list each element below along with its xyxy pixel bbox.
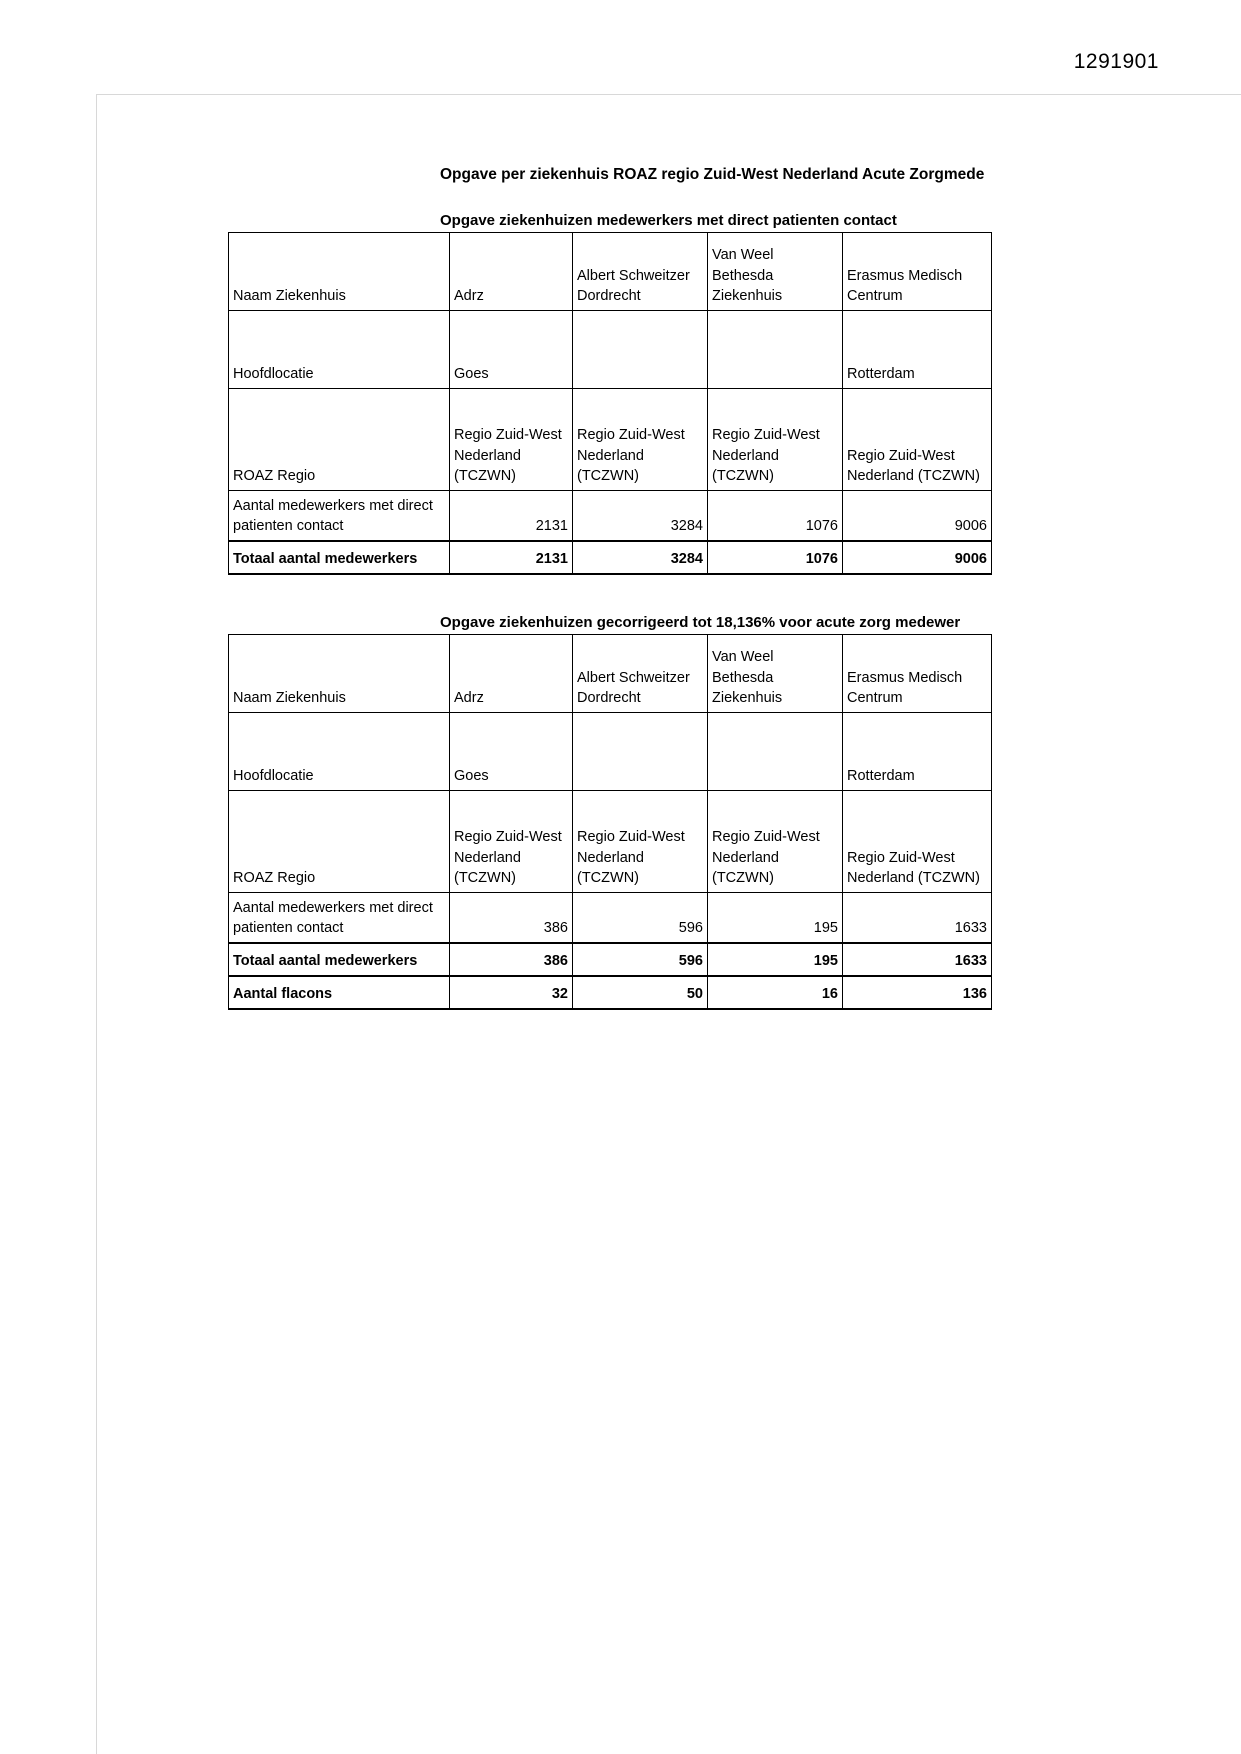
table-row [229,943,992,976]
cell-naam-van-weel-bethesda: Van Weel Bethesda Ziekenhuis [708,233,843,311]
cell-aantal-direct-van-weel-bethesda-2: 195 [708,893,843,944]
row-label-totaal-aantal-medewerkers-2: Totaal aantal medewerkers [229,943,450,976]
cell-totaal-van-weel-bethesda-2: 195 [708,943,843,976]
table-row [229,635,992,713]
cell-naam-van-weel-bethesda-2: Van Weel Bethesda Ziekenhuis [708,635,843,713]
cell-roaz-erasmus-mc-2: Regio Zuid-West Nederland (TCZWN) [843,791,992,893]
cell-roaz-erasmus-mc: Regio Zuid-West Nederland (TCZWN) [843,389,992,491]
cell-aantal-direct-adrz-2: 386 [450,893,573,944]
cell-totaal-erasmus-mc-2: 1633 [843,943,992,976]
cell-naam-adrz-2: Adrz [450,635,573,713]
document-id: 1291901 [1073,50,1159,73]
cell-roaz-albert-schweitzer-2: Regio Zuid-West Nederland (TCZWN) [573,791,708,893]
cell-totaal-van-weel-bethesda: 1076 [708,541,843,574]
cell-totaal-albert-schweitzer-2: 596 [573,943,708,976]
table-2-title: Opgave ziekenhuizen gecorrigeerd tot 18,136% voor acute zorg medewer [440,614,961,631]
row-label-naam-ziekenhuis-2: Naam Ziekenhuis [229,635,450,713]
cell-roaz-albert-schweitzer: Regio Zuid-West Nederland (TCZWN) [573,389,708,491]
cell-naam-albert-schweitzer-2: Albert Schweitzer Dordrecht [573,635,708,713]
cell-flacons-albert-schweitzer: 50 [573,976,708,1009]
table-row [229,541,992,574]
row-label-hoofdlocatie-2: Hoofdlocatie [229,713,450,791]
cell-naam-erasmus-mc: Erasmus Medisch Centrum [843,233,992,311]
cell-hoofdlocatie-van-weel-bethesda [708,311,843,389]
table-row [229,233,992,311]
cell-hoofdlocatie-erasmus-mc-2: Rotterdam [843,713,992,791]
row-label-roaz-regio-2: ROAZ Regio [229,791,450,893]
cell-hoofdlocatie-erasmus-mc: Rotterdam [843,311,992,389]
row-label-aantal-medewerkers-direct-2: Aantal medewerkers met direct patienten contact [229,893,450,944]
cell-flacons-van-weel-bethesda: 16 [708,976,843,1009]
cell-naam-erasmus-mc-2: Erasmus Medisch Centrum [843,635,992,713]
row-label-aantal-flacons: Aantal flacons [229,976,450,1009]
table-row [229,713,992,791]
cell-roaz-van-weel-bethesda: Regio Zuid-West Nederland (TCZWN) [708,389,843,491]
cell-roaz-adrz: Regio Zuid-West Nederland (TCZWN) [450,389,573,491]
cell-totaal-albert-schweitzer: 3284 [573,541,708,574]
cell-hoofdlocatie-albert-schweitzer [573,311,708,389]
cell-roaz-van-weel-bethesda-2: Regio Zuid-West Nederland (TCZWN) [708,791,843,893]
row-label-naam-ziekenhuis: Naam Ziekenhuis [229,233,450,311]
table-row [229,976,992,1009]
table-block-2 [228,614,987,1010]
table-medewerkers-direct-contact [228,232,992,575]
cell-totaal-adrz-2: 386 [450,943,573,976]
cell-hoofdlocatie-albert-schweitzer-2 [573,713,708,791]
cell-aantal-direct-erasmus-mc: 9006 [843,491,992,542]
cell-hoofdlocatie-van-weel-bethesda-2 [708,713,843,791]
table-row [229,389,992,491]
cell-hoofdlocatie-adrz: Goes [450,311,573,389]
cell-aantal-direct-erasmus-mc-2: 1633 [843,893,992,944]
table-row [229,893,992,944]
row-label-roaz-regio: ROAZ Regio [229,389,450,491]
cell-aantal-direct-van-weel-bethesda: 1076 [708,491,843,542]
row-label-aantal-medewerkers-direct: Aantal medewerkers met direct patienten contact [229,491,450,542]
cell-aantal-direct-albert-schweitzer-2: 596 [573,893,708,944]
table-block-1 [228,212,987,575]
table-row [229,311,992,389]
row-label-totaal-aantal-medewerkers: Totaal aantal medewerkers [229,541,450,574]
cell-naam-albert-schweitzer: Albert Schweitzer Dordrecht [573,233,708,311]
cell-aantal-direct-adrz: 2131 [450,491,573,542]
table-row [229,791,992,893]
page-title: Opgave per ziekenhuis ROAZ regio Zuid-West Nederland Acute Zorgmede [440,166,985,183]
cell-flacons-erasmus-mc: 136 [843,976,992,1009]
row-label-hoofdlocatie: Hoofdlocatie [229,311,450,389]
cell-roaz-adrz-2: Regio Zuid-West Nederland (TCZWN) [450,791,573,893]
table-row [229,491,992,542]
table-medewerkers-gecorrigeerd [228,634,992,1010]
cell-naam-adrz: Adrz [450,233,573,311]
cell-aantal-direct-albert-schweitzer: 3284 [573,491,708,542]
cell-hoofdlocatie-adrz-2: Goes [450,713,573,791]
cell-flacons-adrz: 32 [450,976,573,1009]
cell-totaal-erasmus-mc: 9006 [843,541,992,574]
table-1-title: Opgave ziekenhuizen medewerkers met direct patienten contact [440,212,897,229]
cell-totaal-adrz: 2131 [450,541,573,574]
